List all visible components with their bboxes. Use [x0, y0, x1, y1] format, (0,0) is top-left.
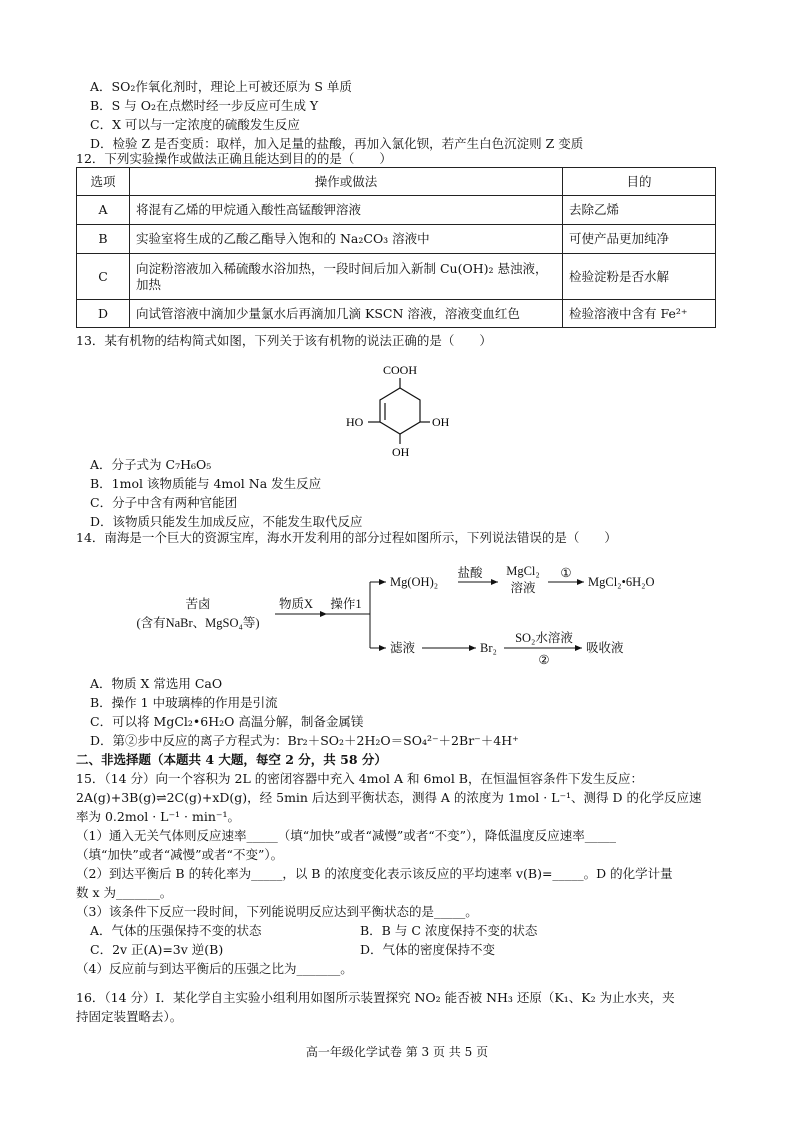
table-cell: 可使产品更加纯净 [563, 225, 716, 254]
q15-part-3-option-a: A．气体的压强保持不变的状态 [90, 923, 262, 938]
table-cell: 将混有乙烯的甲烷通入酸性高锰酸钾溶液 [130, 196, 563, 225]
hcl-label: 盐酸 [457, 566, 483, 580]
mgoh2-label: Mg(OH)₂ [390, 575, 439, 589]
mgcl2-bottom-label: 溶液 [510, 581, 536, 595]
q11-option-c: C．X 可以与一定浓度的硫酸发生反应 [90, 117, 300, 132]
q14-flow-diagram [120, 560, 680, 670]
q15-line-1: 15．（14 分）向一个容积为 2L 的密闭容器中充入 4mol A 和 6mol B，在恒温恒容条件下发生反应： [76, 771, 643, 786]
q15-part-3-option-c: C．2v 正(A)=3v 逆(B) [90, 942, 224, 957]
q15-part-3-option-d: D．气体的密度保持不变 [360, 942, 496, 957]
filtrate-label: 滤液 [390, 641, 416, 655]
q13-stem: 13．某有机物的结构简式如图，下列关于该有机物的说法正确的是（ ） [76, 333, 492, 348]
table-cell: 实验室将生成的乙酸乙酯导入饱和的 Na₂CO₃ 溶液中 [130, 225, 563, 254]
q12-header-option: 选项 [77, 168, 130, 196]
q15-part-3: （3）该条件下反应一段时间，下列能说明反应达到平衡状态的是_____。 [76, 904, 478, 919]
q14-option-b: B．操作 1 中玻璃棒的作用是引流 [90, 695, 278, 710]
q12-stem: 12．下列实验操作或做法正确且能达到目的的是（ ） [76, 151, 392, 166]
q13-option-a: A．分子式为 C₇H₆O₅ [90, 457, 212, 472]
table-cell: C [77, 254, 130, 300]
table-cell: 检验淀粉是否水解 [563, 254, 716, 300]
br2-label: Br₂ [480, 641, 497, 655]
q15-line-2: 2A(g)+3B(g)⇌2C(g)+xD(g)，经 5min 后达到平衡状态，测得 A 的浓度为 1mol · L⁻¹、测得 D 的化学反应速 [76, 790, 702, 805]
operation-1-label: 操作1 [330, 597, 362, 611]
q15-line-3: 率为 0.2mol · L⁻¹ · min⁻¹。 [76, 809, 240, 824]
table-cell: 检验溶液中含有 Fe²⁺ [563, 300, 716, 328]
q15-part-2b: 数 x 为_______。 [76, 885, 173, 900]
oh-bottom-label: OH [392, 445, 410, 459]
q15-part-1a: （1）通入无关气体则反应速率_____（填“加快”或者“减慢”或者“不变”），降低温度反应速率_____ [76, 828, 617, 843]
table-cell: A [77, 196, 130, 225]
step-2-label: ② [538, 653, 550, 667]
q16-line-2: 持固定装置略去）。 [76, 1009, 183, 1024]
product-1-label: MgCl₂•6H₂O [588, 575, 655, 589]
table-cell: 去除乙烯 [563, 196, 716, 225]
q13-option-b: B．1mol 该物质能与 4mol Na 发生反应 [90, 476, 322, 491]
q12-table [76, 167, 716, 328]
q14-option-a: A．物质 X 常选用 CaO [90, 676, 223, 691]
q11-option-b: B．S 与 O₂在点燃时经一步反应可生成 Y [90, 98, 319, 113]
ho-label: HO [346, 415, 364, 429]
mgcl2-top-label: MgCl₂ [506, 564, 540, 578]
step-1-label: ① [560, 566, 572, 580]
q14-option-c: C．可以将 MgCl₂•6H₂O 高温分解，制备金属镁 [90, 714, 364, 729]
page-footer: 高一年级化学试卷 第 3 页 共 5 页 [305, 1045, 489, 1059]
table-cell: 向淀粉溶液加入稀硫酸水浴加热，一段时间后加入新制 Cu(OH)₂ 悬浊液，加热 [130, 254, 563, 300]
q16-line-1: 16．（14 分）I．某化学自主实验小组利用如图所示装置探究 NO₂ 能否被 NH₃ 还原（K₁、K₂ 为止水夹，夹 [76, 990, 675, 1005]
table-cell: 向试管溶液中滴加少量氯水后再滴加几滴 KSCN 溶液，溶液变血红色 [130, 300, 563, 328]
section-2-heading: 二、非选择题（本题共 4 大题，每空 2 分，共 58 分） [76, 752, 387, 767]
q13-option-c: C．分子中含有两种官能团 [90, 495, 238, 510]
cooh-label: COOH [382, 363, 418, 377]
q14-stem: 14．南海是一个巨大的资源宝库，海水开发利用的部分过程如图所示，下列说法错误的是（ ） [76, 530, 617, 545]
q13-structure-diagram [330, 360, 480, 460]
q11-option-a: A．SO₂作氧化剂时，理论上可被还原为 S 单质 [90, 79, 352, 94]
q15-part-1b: （填“加快”或者“减慢”或者“不变”）。 [76, 847, 284, 862]
kulu-content-label: (含有NaBr、MgSO₄等) [136, 616, 260, 630]
q15-part-4: （4）反应前与到达平衡后的压强之比为_______。 [76, 961, 353, 976]
table-cell: D [77, 300, 130, 328]
table-cell: B [77, 225, 130, 254]
q15-part-2a: （2）到达平衡后 B 的转化率为_____，以 B 的浓度变化表示该反应的平均速率 v(B)=_____。D 的化学计量 [76, 866, 673, 881]
so2-label: SO₂水溶液 [515, 631, 573, 645]
product-2-label: 吸收液 [586, 641, 624, 655]
reagent-x-label: 物质X [278, 597, 314, 611]
kulu-label: 苦卤 [185, 597, 211, 611]
q14-option-d: D．第②步中反应的离子方程式为：Br₂＋SO₂＋2H₂O＝SO₄²⁻＋2Br⁻＋4H⁺ [90, 733, 519, 748]
q11-option-d: D．检验 Z 是否变质：取样，加入足量的盐酸，再加入氯化钡，若产生白色沉淀则 Z 变质 [90, 136, 584, 151]
q13-option-d: D．该物质只能发生加成反应，不能发生取代反应 [90, 514, 363, 529]
oh-right-label: OH [432, 415, 450, 429]
q15-part-3-option-b: B．B 与 C 浓度保持不变的状态 [360, 923, 538, 938]
q12-header-operation: 操作或做法 [130, 168, 563, 196]
q12-header-purpose: 目的 [563, 168, 716, 196]
